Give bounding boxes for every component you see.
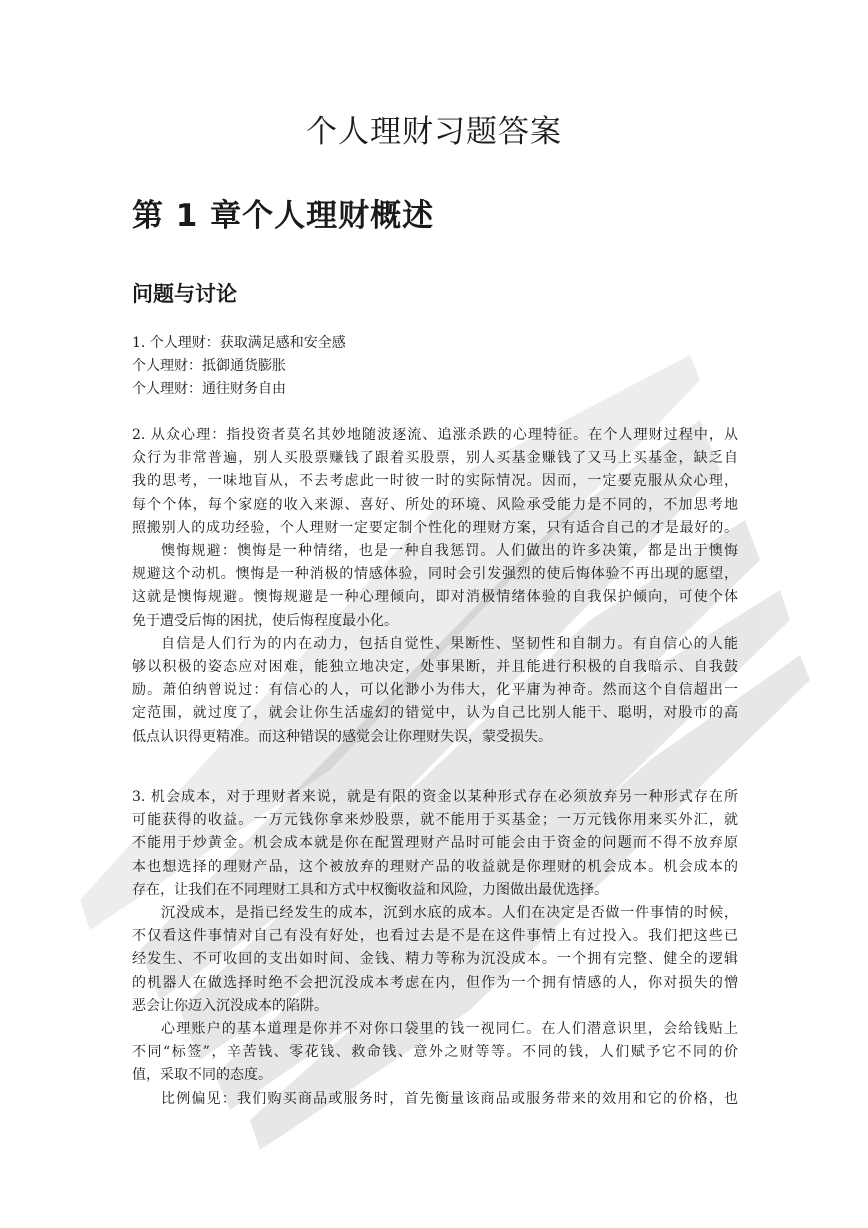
paragraph-line: 沉没成本，是指已经发生的成本，沉到水底的成本。人们在决定是否做一件事情的时候， [161, 905, 738, 922]
section-heading: 问题与讨论 [132, 282, 237, 306]
paragraph-line: 照搬别人的成功经验，个人理财一定要定制个性化的理财方案，只有适合自己的才是最好的。 [132, 519, 738, 536]
paragraph-line: 1. 个人理财：获取满足感和安全感 [132, 335, 346, 351]
paragraph-line: 众行为非常普遍，别人买股票赚钱了跟着买股票，别人买基金赚钱了又马上买基金，缺乏自 [132, 450, 738, 467]
paragraph-line: 每个个体，每个家庭的收入来源、喜好、所处的环境、风险承受能力是不同的，不加思考地 [132, 496, 738, 513]
paragraph-line: 够以积极的姿态应对困难，能独立地决定，处事果断，并且能进行积极的自我暗示、自我鼓 [132, 659, 738, 676]
paragraph-line: 励。萧伯纳曾说过：有信心的人，可以化渺小为伟大，化平庸为神奇。然而这个自信超出一 [132, 682, 738, 699]
paragraph-line: 恶会让你迈入沉没成本的陷阱。 [132, 997, 328, 1014]
paragraph-line: 个人理财：通往财务自由 [132, 381, 286, 398]
paragraph-line: 比例偏见：我们购买商品或服务时，首先衡量该商品或服务带来的效用和它的价格，也 [161, 1090, 738, 1107]
paragraph-line: 懊悔规避：懊悔是一种情绪，也是一种自我惩罚。人们做出的许多决策，都是出于懊悔 [161, 543, 738, 560]
answer-2 [132, 424, 738, 749]
paragraph-line: 的机器人在做选择时绝不会把沉没成本考虑在内，但作为一个拥有情感的人，你对损失的憎 [132, 974, 738, 991]
paragraph-line: 3. 机会成本，对于理财者来说，就是有限的资金以某种形式存在必须放弃另一种形式存在所 [132, 789, 738, 805]
paragraph-line: 心理账户的基本道理是你并不对你口袋里的钱一视同仁。在人们潜意识里，会给钱贴上 [161, 1021, 738, 1038]
paragraph-line: 这就是懊悔规避。懊悔规避是一种心理倾向，即对消极情绪体验的自我保护倾向，可使个体 [132, 589, 738, 606]
paragraph-line: 不仅看这件事情对自己有没有好处，也看过去是不是在这件事情上有过投入。我们把这些已 [132, 928, 738, 945]
paragraph-line: 自信是人们行为的内在动力，包括自觉性、果断性、坚韧性和自制力。有自信心的人能 [161, 635, 738, 652]
paragraph-line: 经发生、不可收回的支出如时间、金钱、精力等称为沉没成本。一个拥有完整、健全的逻辑 [132, 951, 738, 968]
paragraph-line: 免于遭受后悔的困扰，使后悔程度最小化。 [132, 612, 398, 629]
document-title: 个人理财习题答案 [306, 114, 562, 150]
paragraph-line: 值，采取不同的态度。 [132, 1067, 272, 1084]
paragraph-line: 2. 从众心理：指投资者莫名其妙地随波逐流、追涨杀跌的心理特征。在个人理财过程中，从 [132, 427, 738, 443]
paragraph-line: 低点认识得更精准。而这种错误的感觉会让你理财失误，蒙受损失。 [132, 728, 552, 745]
answer-1 [132, 332, 738, 402]
paragraph-line: 不同“标签”，辛苦钱、零花钱、救命钱、意外之财等等。不同的钱，人们赋予它不同的价 [132, 1044, 738, 1061]
paragraph-line: 我的思考，一味地盲从，不去考虑此一时彼一时的实际情况。因而，一定要克服从众心理， [132, 473, 738, 490]
answer-3 [132, 786, 738, 1111]
paragraph-line: 本也想选择的理财产品，这个被放弃的理财产品的收益就是你理财的机会成本。机会成本的 [132, 858, 738, 875]
paragraph-line: 规避这个动机。懊悔是一种消极的情感体验，同时会引发强烈的使后悔体验不再出现的愿望， [132, 566, 738, 583]
paragraph-line: 个人理财：抵御通货膨胀 [132, 358, 286, 375]
paragraph-line: 定范围，就过度了，就会让你生活虚幻的错觉中，认为自己比别人能干、聪明，对股市的高 [132, 705, 738, 722]
paragraph-line: 可能获得的收益。一万元钱你拿来炒股票，就不能用于买基金；一万元钱你用来买外汇，就 [132, 812, 738, 829]
paragraph-line: 不能用于炒黄金。机会成本就是你在配置理财产品时可能会由于资金的问题而不得不放弃原 [132, 835, 738, 852]
paragraph-line: 存在，让我们在不同理财工具和方式中权衡收益和风险，力图做出最优选择。 [132, 881, 608, 898]
chapter-heading: 第 1 章个人理财概述 [132, 198, 435, 234]
